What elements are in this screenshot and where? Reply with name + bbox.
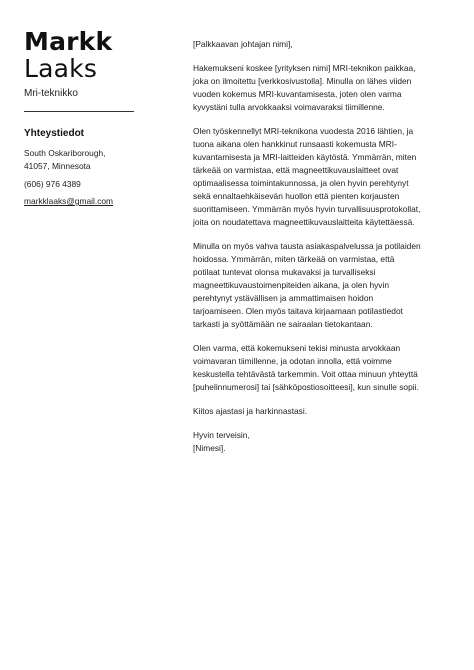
closing-phrase: Hyvin terveisin, xyxy=(193,430,250,440)
signature-name: [Nimesi]. xyxy=(193,443,226,453)
address xyxy=(24,147,136,173)
sidebar-divider xyxy=(24,111,134,112)
paragraph-experience: Olen työskennellyt MRI-teknikona vuodesta 2016 lähtien, ja tuona aikana olen hankkinut runsaasti kokemusta MRI-kuvantamisesta ja MRI-laitteiden käytöstä. Ymmärrän, miten tärkeää on varmistaa, että magneettikuvauslaitteet ovat optimaalisessa toimintakunnossa, ja olen hyvin perehtynyt sekä ennaltaehkäisevän huollon että pienten korjausten suorittamiseen. Ymmärrän myös hyvin turvallisuusprotokollat, joita on noudatettava magneettikuvauslaitteita käytettäessä. xyxy=(193,126,421,227)
salutation: [Palkkaavan johtajan nimi], xyxy=(193,39,293,49)
phone-number: (606) 976 4389 xyxy=(24,179,81,189)
address-line-1: South Oskariborough, xyxy=(24,148,106,158)
signature-block xyxy=(193,429,421,455)
paragraph-patient-care: Minulla on myös vahva tausta asiakaspalvelussa ja potilaiden hoidossa. Ymmärrän, miten tärkeää on varmistaa, että potilaat tuntevat olonsa mukavaksi ja turvalliseksi magneettikuvaustoimenpiteiden aikana, ja olen hyvin perehtynyt ystävällisen ja ammattimaisen hoidon tarjoamiseen. Olen myös taitava kirjaamaan potilastiedot tarkasti ja syöttämään ne sairaalan tietokantaan. xyxy=(193,241,421,329)
job-title: Mri-teknikko xyxy=(24,88,78,99)
paragraph-intro: Hakemukseni koskee [yrityksen nimi] MRI-teknikon paikkaa, joka on ilmoitettu [verkkosivustolla]. Minulla on lähes viiden vuoden kokemus MRI-kuvantamisesta, joten olen varma kyvystäni tulla arvokkaaksi voimavaraksi tiimillenne. xyxy=(193,63,416,112)
name-last: Laaks xyxy=(24,54,98,83)
address-line-2: 41057, Minnesota xyxy=(24,161,91,171)
letter-body xyxy=(193,38,421,466)
sidebar xyxy=(24,28,136,208)
name-first: Markk xyxy=(24,27,113,56)
paragraph-closing: Olen varma, että kokemukseni tekisi minusta arvokkaan voimavaran tiimillenne, ja odotan innolla, että voimme keskustella tehtävästä tarkemmin. Voit ottaa minuun yhteyttä [puhelinnumerosi] tai [sähköpostiosoitteesi], kun sinulle sopii. xyxy=(193,343,419,392)
email-link[interactable]: markklaaks@gmail.com xyxy=(24,196,114,206)
paragraph-thanks: Kiitos ajastasi ja harkinnastasi. xyxy=(193,406,308,416)
contact-heading: Yhteystiedot xyxy=(24,128,85,139)
